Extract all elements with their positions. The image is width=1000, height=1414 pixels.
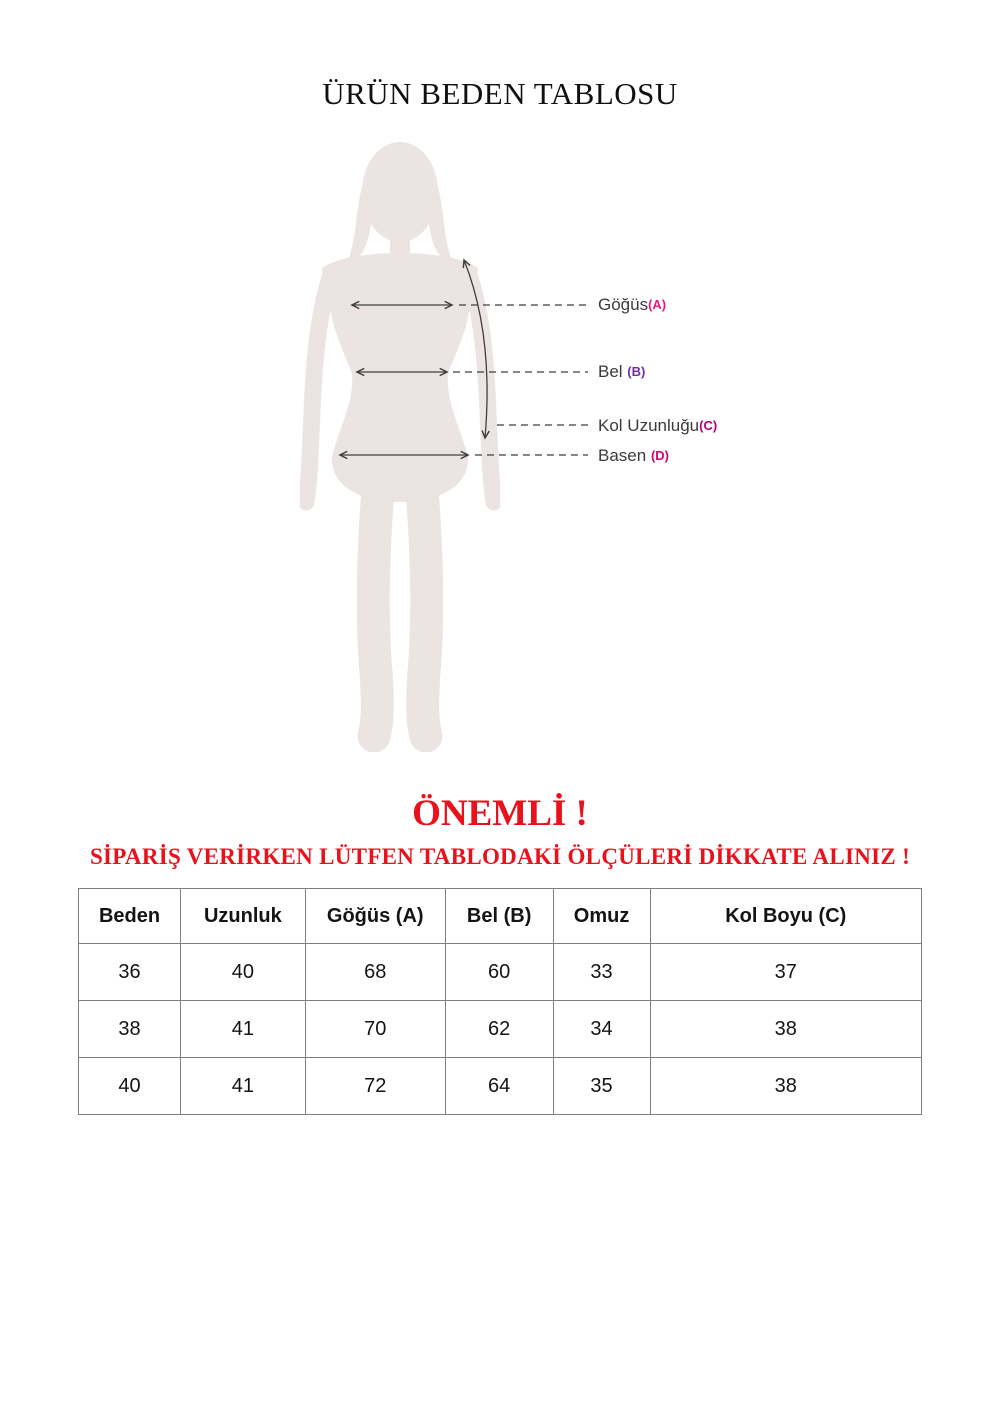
table-cell: 62 <box>445 1001 553 1058</box>
table-cell: 72 <box>305 1058 445 1115</box>
measurement-label-text: Kol Uzunluğu <box>598 416 700 435</box>
measurement-label-hip <box>598 446 669 466</box>
table-cell: 34 <box>553 1001 650 1058</box>
measurement-label-chest <box>598 295 666 315</box>
table-header-cell: Beden <box>79 889 181 944</box>
measurement-label-waist <box>598 362 645 382</box>
silhouette-torso <box>322 253 478 502</box>
table-header-cell: Uzunluk <box>181 889 306 944</box>
table-header-cell: Bel (B) <box>445 889 553 944</box>
table-cell: 33 <box>553 944 650 1001</box>
measurement-label-text: Basen <box>598 446 651 465</box>
table-cell: 68 <box>305 944 445 1001</box>
measurement-code-c: (C) <box>699 418 718 433</box>
table-cell: 64 <box>445 1058 553 1115</box>
silhouette-leg-right <box>421 478 427 736</box>
table-cell: 38 <box>650 1058 921 1115</box>
size-table <box>78 888 922 1115</box>
size-table-container <box>78 888 922 1115</box>
silhouette-arm-right <box>468 272 494 502</box>
table-cell: 41 <box>181 1001 306 1058</box>
table-cell: 38 <box>79 1001 181 1058</box>
table-cell: 36 <box>79 944 181 1001</box>
measurement-label-arm-length <box>598 416 717 436</box>
table-header-cell: Göğüs (A) <box>305 889 445 944</box>
table-cell: 38 <box>650 1001 921 1058</box>
measurement-code-a: (A) <box>648 297 667 312</box>
table-cell: 70 <box>305 1001 445 1058</box>
table-header-cell: Omuz <box>553 889 650 944</box>
table-row <box>79 944 922 1001</box>
page-title: ÜRÜN BEDEN TABLOSU <box>322 76 678 111</box>
measurement-code-d: (D) <box>650 448 669 463</box>
body-silhouette <box>300 140 500 752</box>
silhouette-arm-left <box>306 272 332 502</box>
table-cell: 41 <box>181 1058 306 1115</box>
measurement-label-text: Göğüs <box>598 295 649 314</box>
table-cell: 40 <box>79 1058 181 1115</box>
table-cell: 60 <box>445 944 553 1001</box>
size-table-header-row <box>79 889 922 944</box>
important-heading: ÖNEMLİ ! <box>412 793 588 834</box>
measurement-label-text: Bel <box>598 362 628 381</box>
table-row <box>79 1001 922 1058</box>
silhouette-leg-left <box>373 478 379 736</box>
table-header-cell: Kol Boyu (C) <box>650 889 921 944</box>
table-cell: 37 <box>650 944 921 1001</box>
measurement-code-b: (B) <box>627 364 646 379</box>
table-cell: 35 <box>553 1058 650 1115</box>
table-cell: 40 <box>181 944 306 1001</box>
table-row <box>79 1058 922 1115</box>
order-warning-text: SİPARİŞ VERİRKEN LÜTFEN TABLODAKİ ÖLÇÜLERİ DİKKATE ALINIZ ! <box>89 844 911 869</box>
